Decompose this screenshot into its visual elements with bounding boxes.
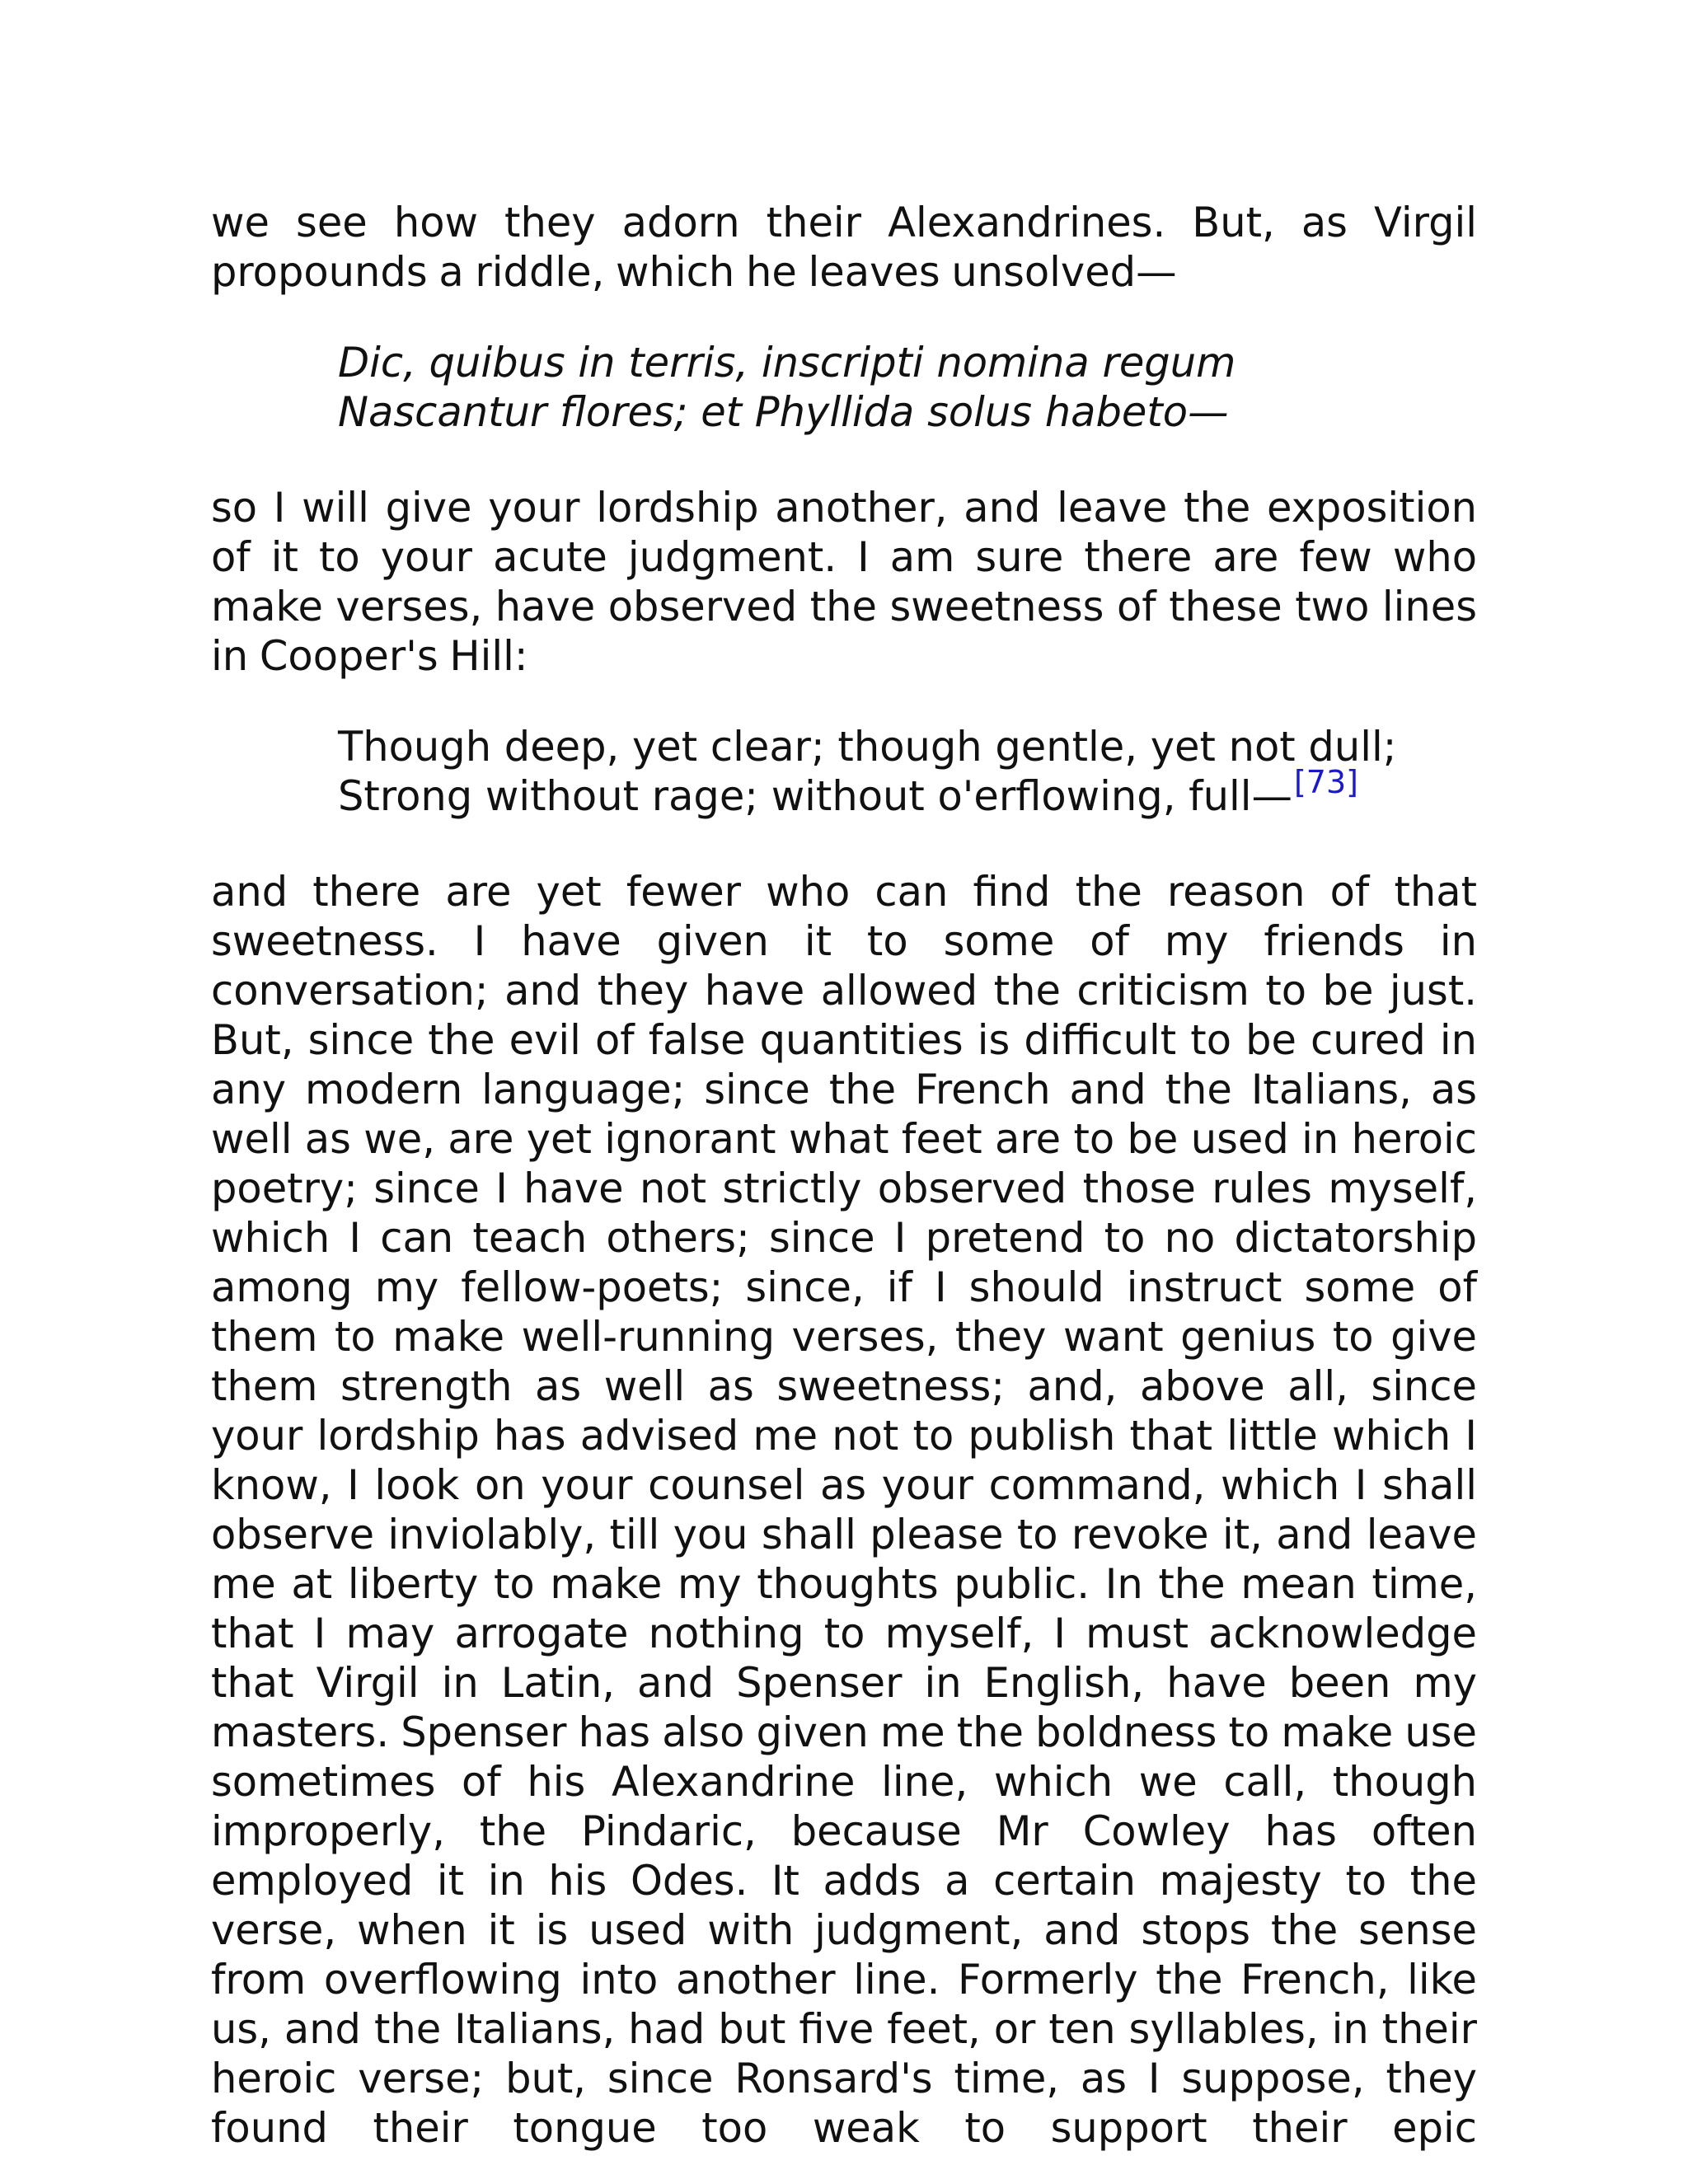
paragraph-3: and there are yet fewer who can find the reason of that sweetness. I have given it to some of my friends in conversation; and they have allowed the criticism to be just. But, since the evil of false quantities is difficult to be cured in any modern language; since the French and the Italians, as well as we, are yet ignorant what feet are to be used in heroic poetry; since I have not strictly observed those rules myself, which I can teach others; since I pretend to no dictatorship among my fellow-poets; since, if I should instruct some of them to make well-running verses, they want genius to give them strength as well as sweetness; and, above all, since your lordship has advised me not to publish that little which I know, I look on your counsel as your command, which I shall observe inviolably, till you shall please to revoke it, and leave me at liberty to make my thoughts public. In the mean time, that I may arrogate nothing to myself, I must acknowledge that Virgil in Latin, and Spenser in English, have been my masters. Spenser has also given me the boldness to make use sometimes of his Alexandrine line, which we call, though improperly, the Pindaric, because Mr Cowley has often employed it in his Odes. It adds a certain majesty to the verse, when it is used with judgment, and stops the sense from overflowing into another line. Formerly the French, like us, and the Italians, had but five feet, or ten syllables, in their heroic verse; but, since Ronsard's time, as I suppose, they found their tongue too weak to support their epic — [211, 868, 1477, 2152]
paragraph-1: we see how they adorn their Alexandrines. But, as Virgil propounds a riddle, which he leaves unsolved— — [211, 199, 1477, 296]
document-page — [211, 198, 1477, 2153]
spacer — [211, 821, 1477, 867]
spacer — [211, 297, 1477, 338]
latin-verse-quote — [211, 338, 1477, 437]
footnote-link[interactable]: [73] — [1293, 764, 1358, 801]
coopers-hill-verse-quote — [211, 722, 1477, 821]
verse-line — [338, 764, 1477, 821]
verse-line-text: Strong without rage; without o'erflowing, full— — [338, 772, 1292, 820]
verse-line: Though deep, yet clear; though gentle, yet not dull; — [338, 723, 1397, 771]
verse-line: Dic, quibus in terris, inscripti nomina regum — [338, 339, 1236, 387]
spacer — [211, 437, 1477, 483]
spacer — [211, 681, 1477, 722]
paragraph-2: so I will give your lordship another, and leave the exposition of it to your acute judgment. I am sure there are few who make verses, have observed the sweetness of these two lines in Cooper's Hill: — [211, 484, 1477, 680]
verse-line: Nascantur flores; et Phyllida solus habeto— — [338, 388, 1229, 436]
